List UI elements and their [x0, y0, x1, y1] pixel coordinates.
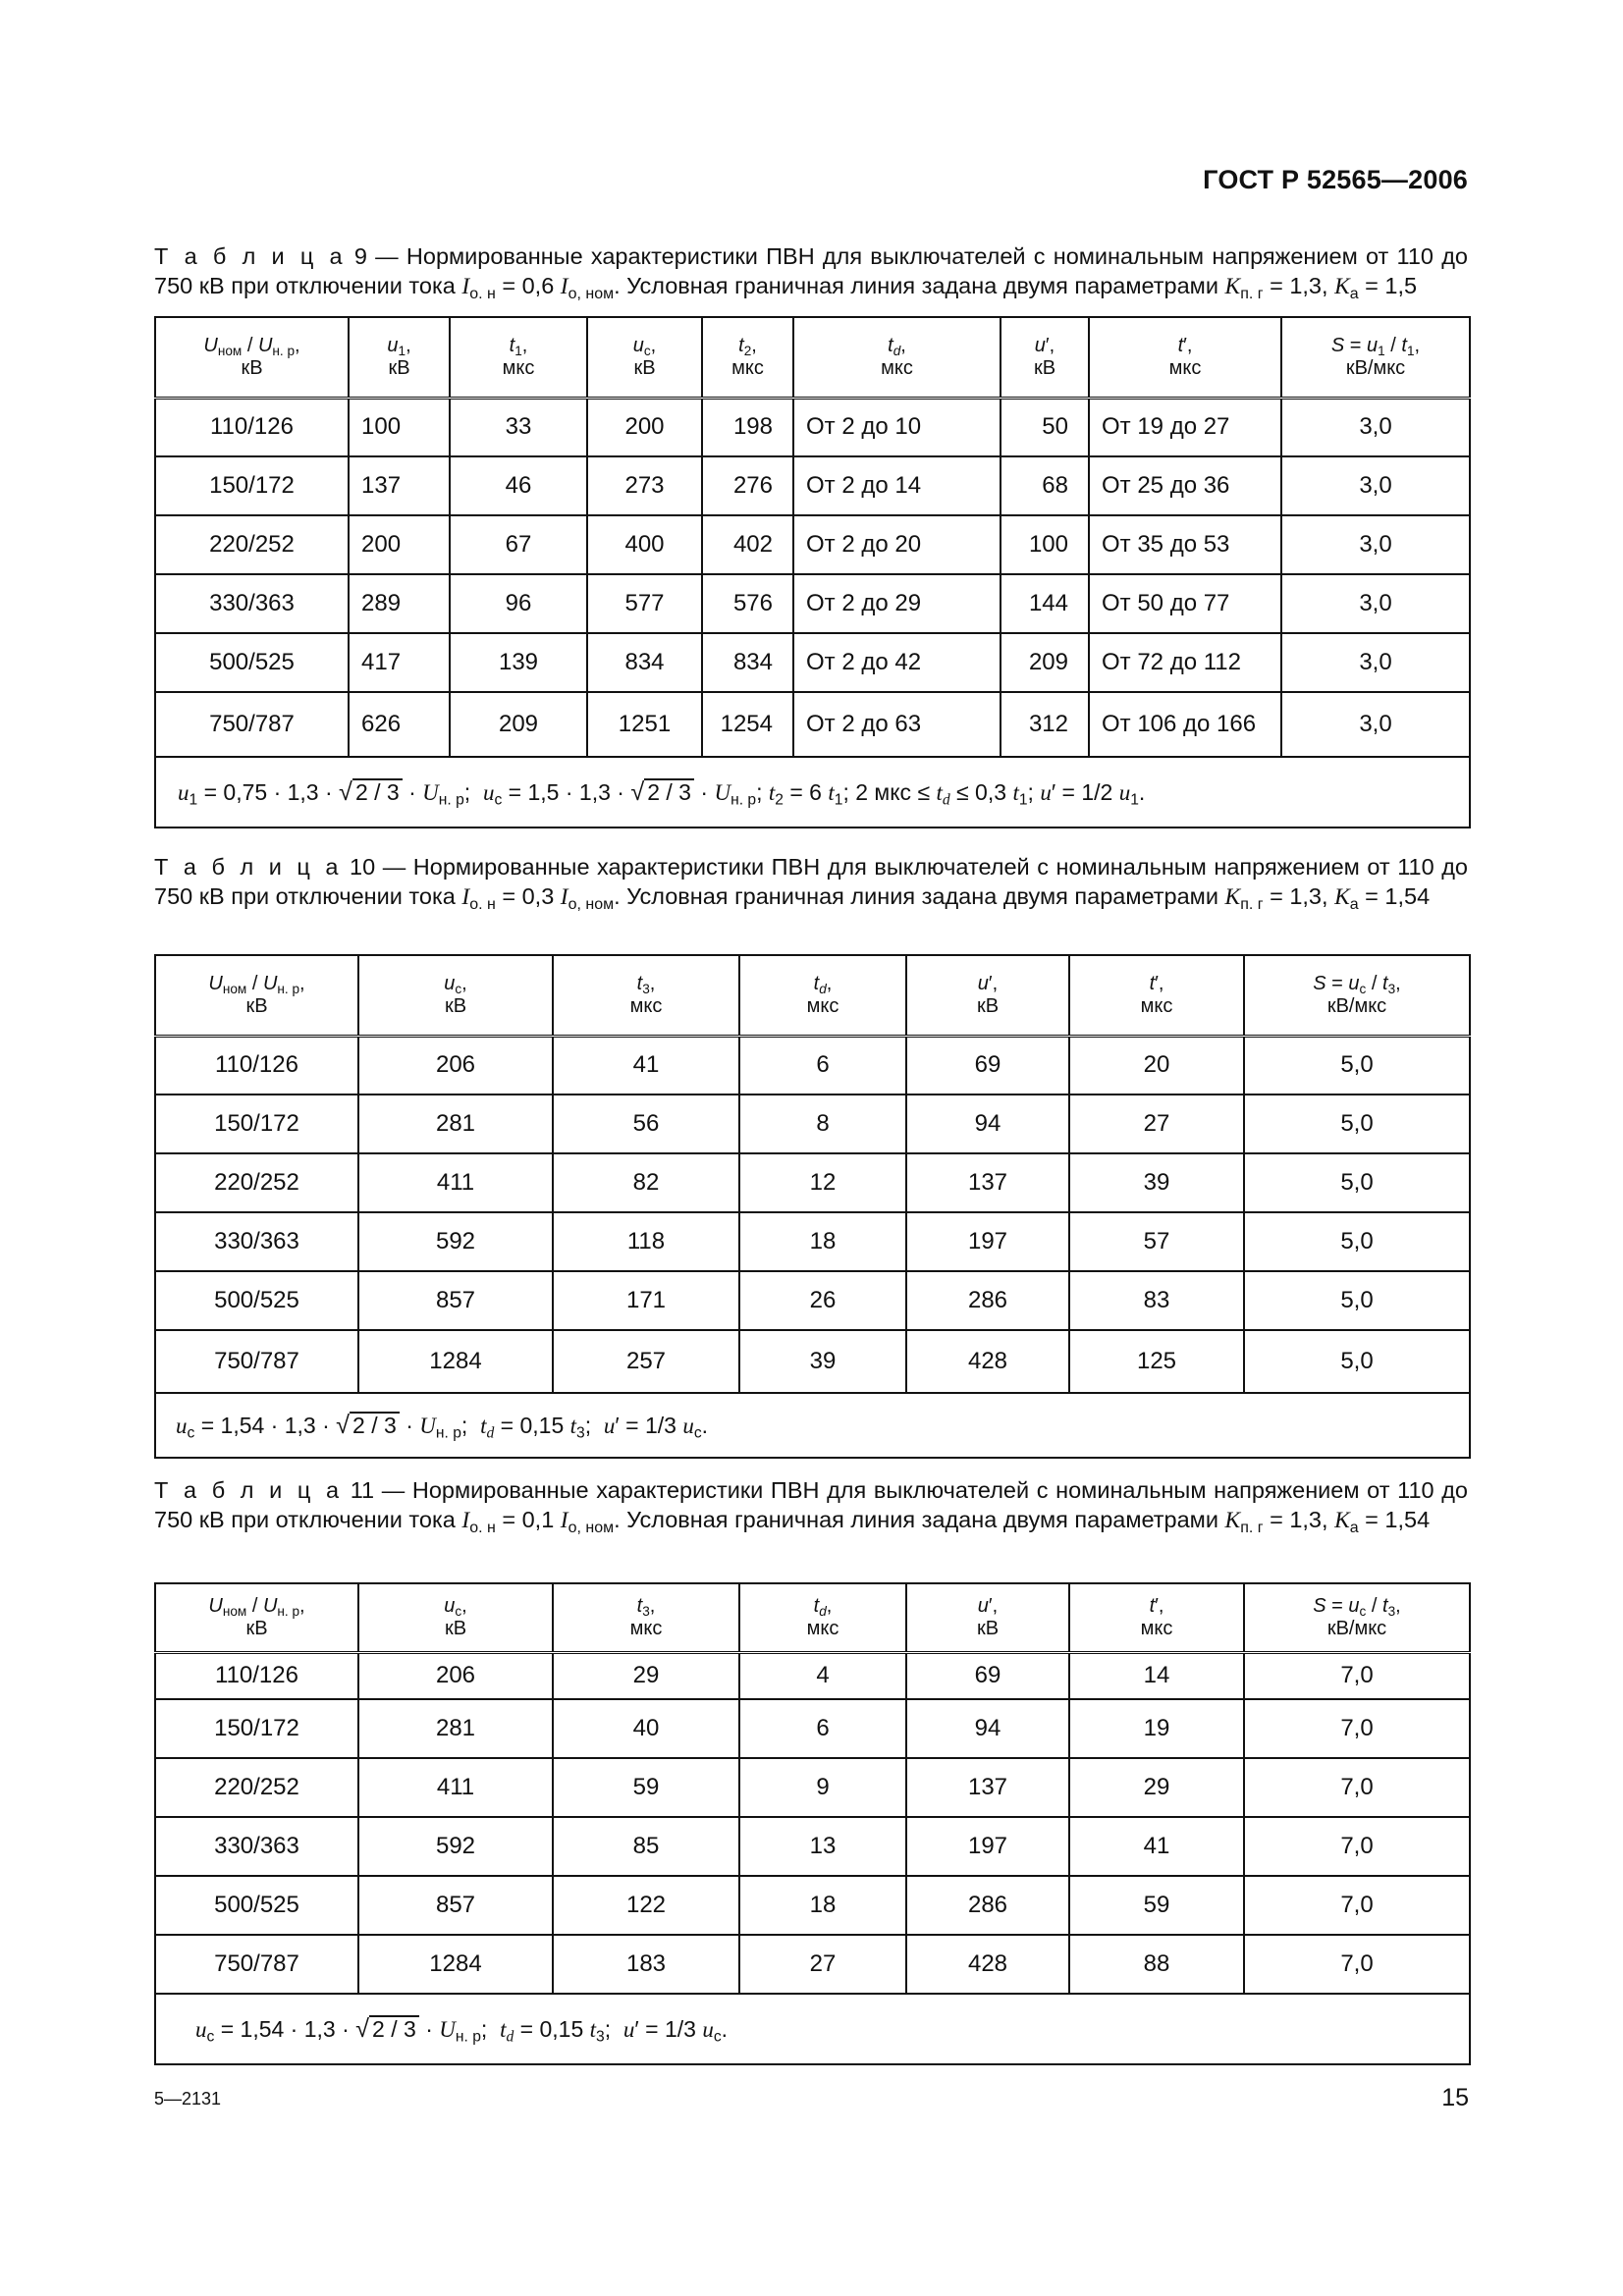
- cell: 750/787: [155, 1935, 358, 1994]
- cell: 312: [1001, 692, 1089, 757]
- cell: 200: [587, 398, 702, 456]
- cell: От 50 до 77: [1089, 574, 1281, 633]
- cell: 197: [906, 1212, 1069, 1271]
- cell: 27: [739, 1935, 906, 1994]
- document-id: ГОСТ Р 52565—2006: [1203, 165, 1468, 194]
- cell: 289: [349, 574, 450, 633]
- cell: 100: [1001, 515, 1089, 574]
- table-row: [155, 1652, 1470, 1699]
- cell: От 106 до 166: [1089, 692, 1281, 757]
- col-t3: $t_3$, мкс: [553, 955, 739, 1036]
- cell: 411: [358, 1758, 553, 1817]
- cell: 5,0: [1244, 1330, 1470, 1393]
- cell: 400: [587, 515, 702, 574]
- cell: 94: [906, 1699, 1069, 1758]
- col-td: $t_d$, мкс: [739, 1583, 906, 1652]
- cell: 150/172: [155, 1095, 358, 1153]
- cell: 110/126: [155, 1652, 358, 1699]
- cell: 150/172: [155, 456, 349, 515]
- cell: 13: [739, 1817, 906, 1876]
- cell: 500/525: [155, 633, 349, 692]
- table-row: [155, 1699, 1470, 1758]
- cell: 6: [739, 1036, 906, 1095]
- cell: 41: [553, 1036, 739, 1095]
- cell: 85: [553, 1817, 739, 1876]
- table-10-formula-row: [155, 1393, 1470, 1458]
- cell: 273: [587, 456, 702, 515]
- cell: 3,0: [1281, 515, 1470, 574]
- page-number: 15: [1441, 2084, 1469, 2111]
- formula-note: $u_1 = 0,75 \cdot 1,3$ · √ $2 / 3 \cdot U_{н. р}$; $u_c = 1,5 \cdot 1,3$ · √ $2 / 3 \cdot U_{н. р}$; $t_2 = 6$ $t_1$; 2 мкс ≤ $t_d \le 0,3$ $t_1$; u′ = 1/2 $u_1$.: [155, 757, 1470, 828]
- cell: 7,0: [1244, 1758, 1470, 1817]
- cell: 592: [358, 1817, 553, 1876]
- cell: 834: [702, 633, 793, 692]
- cell: 33: [450, 398, 587, 456]
- col-s: $S = u_1 / t_1$, кВ/мкс: [1281, 317, 1470, 398]
- cell: 137: [349, 456, 450, 515]
- table-row: [155, 1817, 1470, 1876]
- cell: 3,0: [1281, 574, 1470, 633]
- table-row: [155, 1271, 1470, 1330]
- cell: 411: [358, 1153, 553, 1212]
- cell: 281: [358, 1095, 553, 1153]
- table-row: [155, 633, 1470, 692]
- col-td: $t_d$, мкс: [793, 317, 1001, 398]
- table-row: [155, 1153, 1470, 1212]
- cell: 1254: [702, 692, 793, 757]
- col-s: $S = u_c / t_3$, кВ/мкс: [1244, 955, 1470, 1036]
- cell: 69: [906, 1036, 1069, 1095]
- formula-note: $u_c = 1,54 \cdot 1,3$ · √ $2 / 3 \cdot U_{н. р}$; $t_d = 0,15$ $t_3$; u′ = 1/3 $u_c$.: [155, 1393, 1470, 1458]
- cell: 9: [739, 1758, 906, 1817]
- cell: 1251: [587, 692, 702, 757]
- cell: От 19 до 27: [1089, 398, 1281, 456]
- cell: 417: [349, 633, 450, 692]
- cell: 220/252: [155, 1758, 358, 1817]
- cell: 67: [450, 515, 587, 574]
- cell: 428: [906, 1330, 1069, 1393]
- col-uprime: u′, кВ: [906, 1583, 1069, 1652]
- cell: 39: [1069, 1153, 1244, 1212]
- cell: 402: [702, 515, 793, 574]
- cell: 286: [906, 1271, 1069, 1330]
- formula-note: $u_c = 1,54 \cdot 1,3$ · √ $2 / 3 \cdot U_{н. р}$; $t_d = 0,15$ $t_3$; u′ = 1/3 $u_c$.: [155, 1994, 1470, 2064]
- cell: 857: [358, 1876, 553, 1935]
- table-11-formula-row: [155, 1994, 1470, 2064]
- cell: 7,0: [1244, 1699, 1470, 1758]
- cell: 5,0: [1244, 1095, 1470, 1153]
- cell: 197: [906, 1817, 1069, 1876]
- cell: От 2 до 10: [793, 398, 1001, 456]
- cell: От 2 до 42: [793, 633, 1001, 692]
- col-tprime: t′, мкс: [1069, 1583, 1244, 1652]
- cell: 88: [1069, 1935, 1244, 1994]
- table-10-header: [155, 955, 1470, 1036]
- footer-code: 5—2131: [154, 2089, 222, 2109]
- cell: 330/363: [155, 1817, 358, 1876]
- cell: 137: [906, 1758, 1069, 1817]
- cell: 330/363: [155, 574, 349, 633]
- table-row: [155, 1758, 1470, 1817]
- cell: 122: [553, 1876, 739, 1935]
- table-9-formula-row: [155, 757, 1470, 828]
- cell: 29: [553, 1652, 739, 1699]
- col-s: $S = u_c / t_3$, кВ/мкс: [1244, 1583, 1470, 1652]
- cell: 626: [349, 692, 450, 757]
- cell: 257: [553, 1330, 739, 1393]
- cell: 29: [1069, 1758, 1244, 1817]
- cell: От 72 до 112: [1089, 633, 1281, 692]
- cell: 750/787: [155, 1330, 358, 1393]
- cell: 68: [1001, 456, 1089, 515]
- cell: 14: [1069, 1652, 1244, 1699]
- table-row: [155, 515, 1470, 574]
- col-tprime: t′, мкс: [1089, 317, 1281, 398]
- cell: 82: [553, 1153, 739, 1212]
- cell: От 35 до 53: [1089, 515, 1281, 574]
- table-row: [155, 398, 1470, 456]
- table-11-caption: Т а б л и ц а 11 — Нормированные характеристики ПВН для выключателей с номинальным напряжением от 110 до 750 кВ при отключении тока $I_{о. н} = 0,1$ $I_{о, ном}$. Условная граничная линия задана двумя параметрами $K_{п. г} = 1,3$, $K_а = 1,54$: [154, 1477, 1468, 1536]
- cell: От 2 до 29: [793, 574, 1001, 633]
- cell: 7,0: [1244, 1935, 1470, 1994]
- cell: 57: [1069, 1212, 1244, 1271]
- cell: 5,0: [1244, 1271, 1470, 1330]
- cell: 1284: [358, 1330, 553, 1393]
- table-row: [155, 1330, 1470, 1393]
- col-uc: $u_c$, кВ: [358, 955, 553, 1036]
- cell: 20: [1069, 1036, 1244, 1095]
- cell: 171: [553, 1271, 739, 1330]
- cell: 577: [587, 574, 702, 633]
- cell: 834: [587, 633, 702, 692]
- table-10: [154, 954, 1471, 1459]
- cell: 100: [349, 398, 450, 456]
- cell: 137: [906, 1153, 1069, 1212]
- col-t2: $t_2$, мкс: [702, 317, 793, 398]
- cell: От 2 до 14: [793, 456, 1001, 515]
- cell: От 25 до 36: [1089, 456, 1281, 515]
- cell: 198: [702, 398, 793, 456]
- cell: 276: [702, 456, 793, 515]
- cell: 118: [553, 1212, 739, 1271]
- cell: 330/363: [155, 1212, 358, 1271]
- cell: 94: [906, 1095, 1069, 1153]
- cell: 5,0: [1244, 1153, 1470, 1212]
- table-row: [155, 1036, 1470, 1095]
- cell: 428: [906, 1935, 1069, 1994]
- col-uprime: u′, кВ: [1001, 317, 1089, 398]
- cell: 7,0: [1244, 1652, 1470, 1699]
- cell: 59: [553, 1758, 739, 1817]
- table-row: [155, 1212, 1470, 1271]
- cell: 286: [906, 1876, 1069, 1935]
- cell: 41: [1069, 1817, 1244, 1876]
- cell: 27: [1069, 1095, 1244, 1153]
- table-row: [155, 1095, 1470, 1153]
- table-row: [155, 1935, 1470, 1994]
- cell: 96: [450, 574, 587, 633]
- col-uc: $u_c$, кВ: [358, 1583, 553, 1652]
- cell: 83: [1069, 1271, 1244, 1330]
- cell: 5,0: [1244, 1036, 1470, 1095]
- cell: 3,0: [1281, 456, 1470, 515]
- cell: 4: [739, 1652, 906, 1699]
- cell: 576: [702, 574, 793, 633]
- cell: 150/172: [155, 1699, 358, 1758]
- cell: 220/252: [155, 1153, 358, 1212]
- cell: 18: [739, 1876, 906, 1935]
- cell: 5,0: [1244, 1212, 1470, 1271]
- col-uprime: u′, кВ: [906, 955, 1069, 1036]
- cell: 206: [358, 1652, 553, 1699]
- cell: 8: [739, 1095, 906, 1153]
- table-9-header: [155, 317, 1470, 398]
- cell: 46: [450, 456, 587, 515]
- cell: 209: [1001, 633, 1089, 692]
- col-voltage: $U_{ном} / U_{н. р}$, кВ: [155, 1583, 358, 1652]
- cell: 19: [1069, 1699, 1244, 1758]
- cell: 3,0: [1281, 692, 1470, 757]
- cell: 139: [450, 633, 587, 692]
- cell: 500/525: [155, 1271, 358, 1330]
- table-row: [155, 1876, 1470, 1935]
- cell: 12: [739, 1153, 906, 1212]
- cell: 56: [553, 1095, 739, 1153]
- cell: 26: [739, 1271, 906, 1330]
- table-11-header: [155, 1583, 1470, 1652]
- cell: 220/252: [155, 515, 349, 574]
- cell: 110/126: [155, 398, 349, 456]
- cell: 857: [358, 1271, 553, 1330]
- cell: 18: [739, 1212, 906, 1271]
- cell: 7,0: [1244, 1876, 1470, 1935]
- cell: 125: [1069, 1330, 1244, 1393]
- table-row: [155, 456, 1470, 515]
- cell: От 2 до 63: [793, 692, 1001, 757]
- cell: 3,0: [1281, 633, 1470, 692]
- cell: 206: [358, 1036, 553, 1095]
- cell: 144: [1001, 574, 1089, 633]
- cell: 50: [1001, 398, 1089, 456]
- table-row: [155, 574, 1470, 633]
- cell: 40: [553, 1699, 739, 1758]
- table-9: [154, 316, 1471, 828]
- cell: 281: [358, 1699, 553, 1758]
- cell: От 2 до 20: [793, 515, 1001, 574]
- cell: 1284: [358, 1935, 553, 1994]
- table-10-caption: Т а б л и ц а 10 — Нормированные характеристики ПВН для выключателей с номинальным напряжением от 110 до 750 кВ при отключении тока $I_{о. н} = 0,3$ $I_{о, ном}$. Условная граничная линия задана двумя параметрами $K_{п. г} = 1,3$, $K_а = 1,54$: [154, 854, 1468, 913]
- col-voltage: $U_{ном} / U_{н. р}$, кВ: [155, 317, 349, 398]
- cell: 69: [906, 1652, 1069, 1699]
- cell: 6: [739, 1699, 906, 1758]
- col-t1: $t_1$, мкс: [450, 317, 587, 398]
- col-voltage: $U_{ном} / U_{н. р}$, кВ: [155, 955, 358, 1036]
- cell: 209: [450, 692, 587, 757]
- table-9-caption: Т а б л и ц а 9 — Нормированные характеристики ПВН для выключателей с номинальным напряжением от 110 до 750 кВ при отключении тока $I_{о. н} = 0,6$ $I_{о, ном}$. Условная граничная линия задана двумя параметрами $K_{п. г} = 1,3$, $K_а = 1,5$: [154, 243, 1468, 302]
- cell: 3,0: [1281, 398, 1470, 456]
- cell: 110/126: [155, 1036, 358, 1095]
- cell: 183: [553, 1935, 739, 1994]
- table-row: [155, 692, 1470, 757]
- cell: 59: [1069, 1876, 1244, 1935]
- cell: 39: [739, 1330, 906, 1393]
- col-uc: $u_c$, кВ: [587, 317, 702, 398]
- cell: 750/787: [155, 692, 349, 757]
- cell: 200: [349, 515, 450, 574]
- col-tprime: t′, мкс: [1069, 955, 1244, 1036]
- col-t3: $t_3$, мкс: [553, 1583, 739, 1652]
- table-11: [154, 1582, 1471, 2065]
- cell: 7,0: [1244, 1817, 1470, 1876]
- cell: 592: [358, 1212, 553, 1271]
- col-u1: $u_1$, кВ: [349, 317, 450, 398]
- cell: 500/525: [155, 1876, 358, 1935]
- col-td: $t_d$, мкс: [739, 955, 906, 1036]
